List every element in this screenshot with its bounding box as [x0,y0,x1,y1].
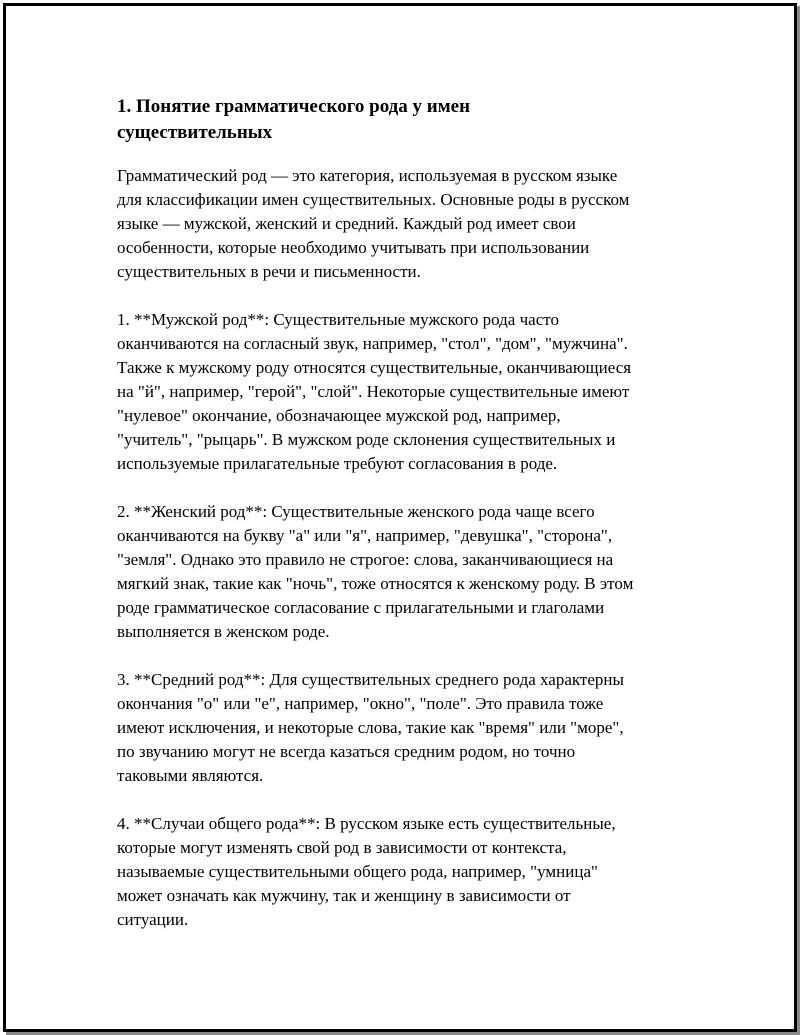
title-line: 1. Понятие грамматического рода у имен [117,96,471,117]
text-line: существительных в речи и письменности. [117,262,421,281]
text-line: ситуации. [117,910,189,929]
text-line: оканчиваются на согласный звук, например, "стол", "дом", "мужчина". [117,334,628,353]
section-title [117,94,697,146]
text-line: Также к мужскому роду относятся существительные, оканчивающиеся [117,358,632,377]
paragraph-intro [117,164,697,284]
text-line: называемые существительными общего рода, например, "умница" [117,862,598,881]
paragraph-feminine [117,500,697,644]
text-line: особенности, которые необходимо учитывать при использовании [117,238,590,257]
text-line: "земля". Однако это правило не строгое: слова, заканчивающиеся на [117,550,614,569]
text-line: оканчиваются на букву "а" или "я", например, "девушка", "сторона", [117,526,613,545]
text-line: имеют исключения, и некоторые слова, такие как "время" или "море", [117,718,624,737]
text-line: роде грамматическое согласование с прилагательными и глаголами [117,598,605,617]
text-line: 2. **Женский род**: Существительные женского рода чаще всего [117,502,595,521]
text-line: окончания "о" или "е", например, "окно", "поле". Это правила тоже [117,694,604,713]
document-body [117,94,697,956]
text-line: 4. **Случаи общего рода**: В русском языке есть существительные, [117,814,616,833]
text-line: для классификации имен существительных. Основные роды в русском [117,190,630,209]
title-line: существительных [117,122,273,143]
text-line: 1. **Мужской род**: Существительные мужского рода часто [117,310,559,329]
text-line: может означать как мужчину, так и женщину в зависимости от [117,886,571,905]
text-line: таковыми являются. [117,766,264,785]
text-line: Грамматический род — это категория, используемая в русском языке [117,166,618,185]
text-line: "нулевое" окончание, обозначающее мужской род, например, [117,406,561,425]
paragraph-masculine [117,308,697,476]
text-line: выполняется в женском роде. [117,622,330,641]
text-line: 3. **Средний род**: Для существительных среднего рода характерны [117,670,624,689]
paragraph-common-gender [117,812,697,932]
text-line: мягкий знак, такие как "ночь", тоже относятся к женскому роду. В этом [117,574,634,593]
text-line: "учитель", "рыцарь". В мужском роде склонения существительных и [117,430,616,449]
text-line: на "й", например, "герой", "слой". Некоторые существительные имеют [117,382,630,401]
text-line: которые могут изменять свой род в зависимости от контекста, [117,838,567,857]
text-line: языке — мужской, женский и средний. Каждый род имеет свои [117,214,576,233]
text-line: по звучанию могут не всегда казаться средним родом, но точно [117,742,576,761]
text-line: используемые прилагательные требуют согласования в роде. [117,454,558,473]
paragraph-neuter [117,668,697,788]
